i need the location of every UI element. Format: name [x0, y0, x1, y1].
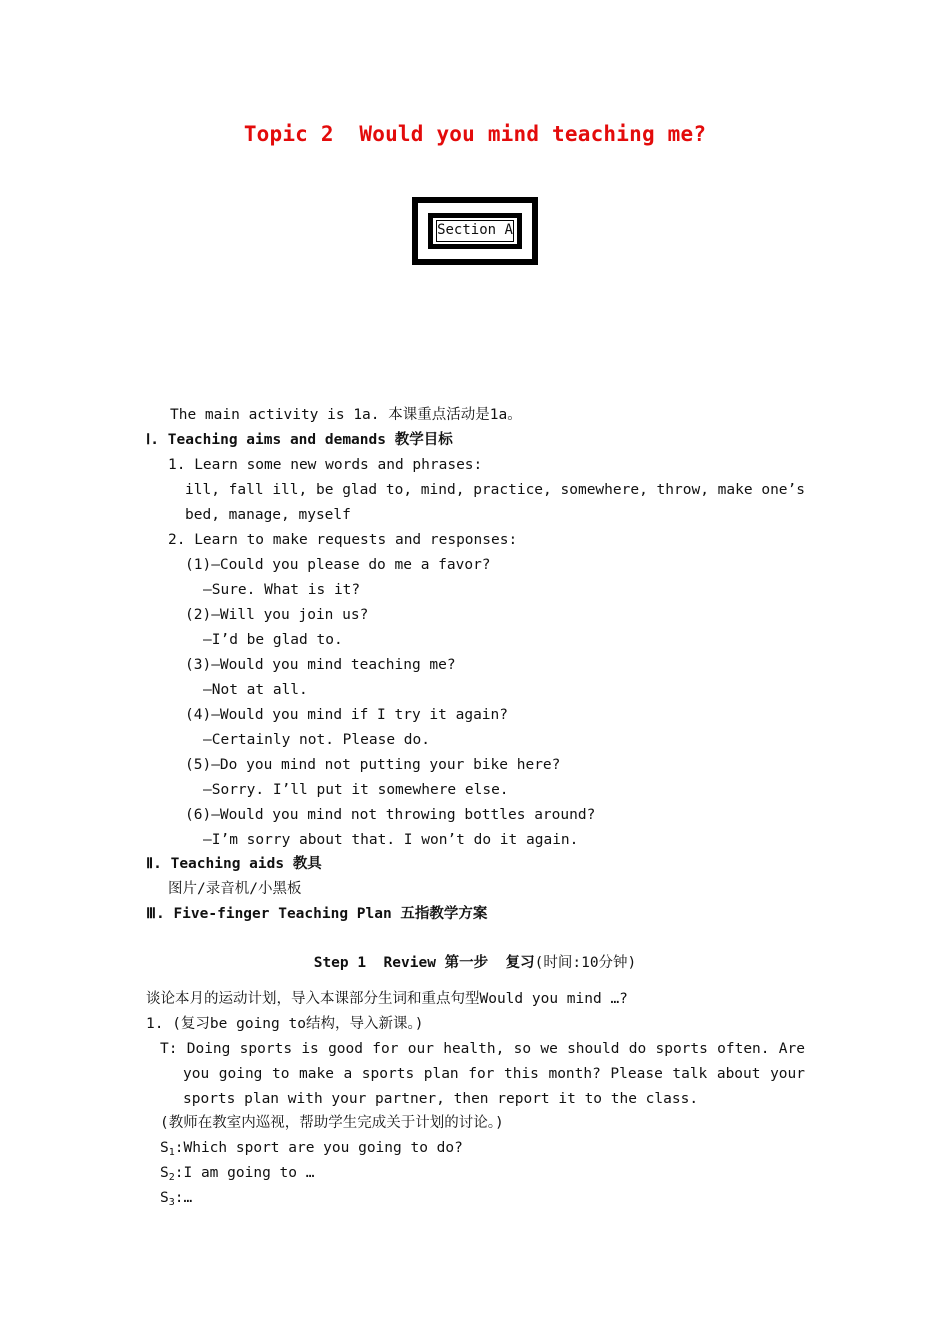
- student-line-text: :…: [174, 1190, 193, 1206]
- teacher-line: you going to make a sports plan for this month? Please talk about your: [183, 1066, 805, 1082]
- vocab-line-2: bed, manage, myself: [185, 507, 351, 523]
- aids-heading: Ⅱ. Teaching aids 教具: [146, 856, 322, 872]
- speaker-number: 1: [168, 1147, 175, 1158]
- dialogue-line: —Sorry. I’ll put it somewhere else.: [203, 782, 509, 798]
- speaker-number: 2: [168, 1172, 175, 1183]
- document-title: Topic 2 Would you mind teaching me?: [243, 122, 707, 146]
- student-line-text: :Which sport are you going to do?: [174, 1140, 463, 1156]
- step1-title: Step 1 Review 第一步 复习: [313, 955, 535, 971]
- student-line-text: :I am going to …: [174, 1165, 315, 1181]
- aims-item-1: 1. Learn some new words and phrases:: [168, 457, 483, 473]
- aims-heading: Ⅰ. Teaching aims and demands 教学目标: [146, 432, 453, 448]
- student-line: [160, 1163, 314, 1188]
- dialogue-line: —Not at all.: [203, 682, 308, 698]
- dialogue-line: —I’d be glad to.: [203, 632, 343, 648]
- dialogue-line: (2)—Will you join us?: [185, 607, 369, 623]
- teacher-line: sports plan with your partner, then report it to the class.: [183, 1091, 699, 1107]
- dialogue-line: —Certainly not. Please do.: [203, 732, 430, 748]
- aims-item-2: 2. Learn to make requests and responses:: [168, 532, 518, 548]
- step1-intro: 谈论本月的运动计划，导入本课部分生词和重点句型Would you mind …?: [146, 991, 628, 1007]
- main-activity: The main activity is 1a. 本课重点活动是1a。: [170, 407, 522, 423]
- dialogue-line: (1)—Could you please do me a favor?: [185, 557, 491, 573]
- step1-heading: [0, 953, 950, 973]
- step1-point-1: 1. (复习be going to结构，导入新课。): [146, 1016, 424, 1032]
- speaker-letter: S: [160, 1165, 169, 1181]
- speaker-letter: S: [160, 1140, 169, 1156]
- teacher-line: T: Doing sports is good for our health, so we should do sports often. Are: [160, 1041, 805, 1057]
- dialogue-line: (4)—Would you mind if I try it again?: [185, 707, 509, 723]
- speaker-letter: S: [160, 1190, 169, 1206]
- dialogue-line: (3)—Would you mind teaching me?: [185, 657, 456, 673]
- aids-items: 图片/录音机/小黑板: [168, 881, 302, 897]
- teacher-note: (教师在教室内巡视，帮助学生完成关于计划的讨论。): [160, 1115, 504, 1131]
- vocab-line-1: ill, fall ill, be glad to, mind, practice, somewhere, throw, make one’s: [185, 482, 805, 498]
- student-line: [160, 1188, 192, 1213]
- dialogue-line: (5)—Do you mind not putting your bike here?: [185, 757, 561, 773]
- dialogue-line: (6)—Would you mind not throwing bottles around?: [185, 807, 596, 823]
- section-label: Section A: [436, 220, 514, 242]
- speaker-number: 3: [168, 1197, 175, 1208]
- student-line: [160, 1138, 463, 1163]
- step1-time: (时间:10分钟): [534, 955, 637, 971]
- plan-heading: Ⅲ. Five-finger Teaching Plan 五指教学方案: [146, 906, 488, 922]
- dialogue-line: —I’m sorry about that. I won’t do it again.: [203, 832, 579, 848]
- dialogue-line: —Sure. What is it?: [203, 582, 361, 598]
